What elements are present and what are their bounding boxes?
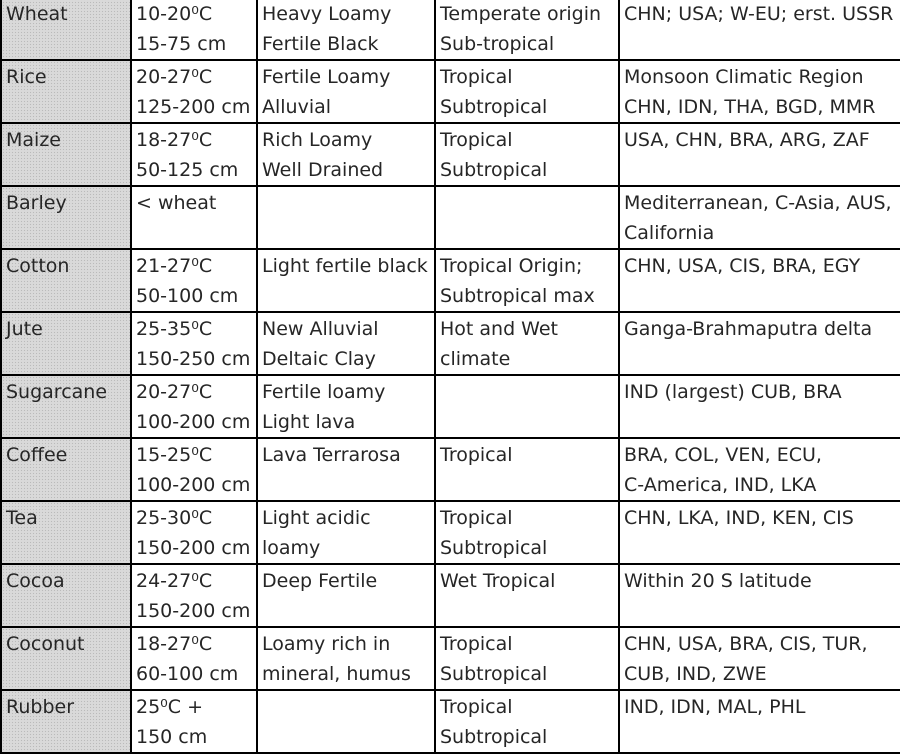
region-line: Subtropical max: [440, 284, 595, 307]
table-row: [1, 186, 900, 249]
climate-line: 150 cm: [136, 725, 208, 748]
region-cell: [435, 375, 619, 438]
climate-cell: [131, 60, 257, 123]
region-line: Temperate origin: [440, 3, 602, 25]
climate-line: 20-27⁰C: [136, 381, 213, 403]
producers-line: USA, CHN, BRA, ARG, ZAF: [624, 129, 870, 151]
table-row: [1, 627, 900, 690]
climate-line: 25-30⁰C: [136, 507, 213, 529]
producers-cell: [619, 564, 900, 627]
climate-line: 24-27⁰C: [136, 570, 213, 592]
producers-cell: [619, 690, 900, 753]
climate-line: 25⁰C +: [136, 696, 204, 718]
region-line: Tropical: [440, 507, 513, 529]
climate-cell: [131, 375, 257, 438]
soil-line: Light fertile black: [262, 255, 428, 277]
region-line: Tropical: [440, 66, 513, 88]
soil-cell: [257, 249, 435, 312]
soil-cell: [257, 312, 435, 375]
soil-line: Alluvial: [262, 95, 332, 118]
climate-line: 125-200 cm: [136, 95, 251, 118]
table-row: [1, 375, 900, 438]
table-row: [1, 690, 900, 753]
crop-name: Coconut: [6, 633, 85, 655]
region-cell: [435, 501, 619, 564]
climate-line: 150-250 cm: [136, 347, 251, 370]
climate-line: 50-100 cm: [136, 284, 239, 307]
region-cell: [435, 438, 619, 501]
soil-cell: [257, 186, 435, 249]
producers-cell: [619, 249, 900, 312]
crop-name-cell: [1, 60, 131, 123]
table-row: [1, 249, 900, 312]
soil-line: Fertile Black: [262, 32, 379, 55]
climate-cell: [131, 627, 257, 690]
soil-cell: [257, 690, 435, 753]
crop-name-cell: [1, 564, 131, 627]
crop-name-cell: [1, 186, 131, 249]
climate-cell: [131, 0, 257, 60]
crop-name-cell: [1, 312, 131, 375]
crop-name: Maize: [6, 129, 61, 151]
region-cell: [435, 186, 619, 249]
climate-line: 150-200 cm: [136, 536, 251, 559]
crop-name: Rice: [6, 66, 47, 88]
soil-line: Lava Terrarosa: [262, 444, 401, 466]
climate-line: 20-27⁰C: [136, 66, 213, 88]
climate-line: 100-200 cm: [136, 410, 251, 433]
region-cell: [435, 627, 619, 690]
producers-cell: [619, 0, 900, 60]
soil-cell: [257, 123, 435, 186]
producers-line: CHN, IDN, THA, BGD, MMR: [624, 95, 876, 118]
producers-line: California: [624, 221, 715, 244]
crop-name: Sugarcane: [6, 381, 108, 403]
producers-line: BRA, COL, VEN, ECU,: [624, 444, 822, 466]
region-line: Subtropical: [440, 725, 548, 748]
climate-cell: [131, 690, 257, 753]
crop-name-cell: [1, 690, 131, 753]
soil-line: Rich Loamy: [262, 129, 373, 151]
region-cell: [435, 690, 619, 753]
soil-line: Deltaic Clay: [262, 347, 376, 370]
climate-line: 10-20⁰C: [136, 3, 213, 25]
crop-name: Barley: [6, 192, 67, 214]
soil-line: Fertile Loamy: [262, 66, 391, 88]
producers-cell: [619, 312, 900, 375]
climate-line: 50-125 cm: [136, 158, 239, 181]
soil-line: New Alluvial: [262, 318, 379, 340]
climate-line: < wheat: [136, 192, 217, 214]
soil-line: loamy: [262, 536, 321, 559]
table-row: [1, 564, 900, 627]
crop-name-cell: [1, 123, 131, 186]
region-line: Wet Tropical: [440, 570, 556, 592]
climate-line: 15-25⁰C: [136, 444, 213, 466]
producers-line: CHN, USA, CIS, BRA, EGY: [624, 255, 861, 277]
table-row: [1, 123, 900, 186]
crop-name: Tea: [6, 507, 38, 529]
soil-line: Light lava: [262, 410, 356, 433]
soil-line: Fertile loamy: [262, 381, 386, 403]
producers-line: C-America, IND, LKA: [624, 473, 817, 496]
climate-line: 18-27⁰C: [136, 129, 213, 151]
region-cell: [435, 60, 619, 123]
soil-line: Loamy rich in: [262, 633, 391, 655]
crop-name: Wheat: [6, 3, 68, 25]
producers-cell: [619, 375, 900, 438]
crop-name-cell: [1, 501, 131, 564]
crop-name: Rubber: [6, 696, 75, 718]
region-line: Tropical: [440, 633, 513, 655]
table-row: [1, 438, 900, 501]
producers-line: Mediterranean, C-Asia, AUS,: [624, 192, 892, 214]
climate-line: 100-200 cm: [136, 473, 251, 496]
soil-cell: [257, 438, 435, 501]
crop-name: Coffee: [6, 444, 68, 466]
climate-line: 25-35⁰C: [136, 318, 213, 340]
region-line: Subtropical: [440, 95, 548, 118]
crop-name-cell: [1, 627, 131, 690]
crop-name: Jute: [6, 318, 43, 340]
producers-line: Monsoon Climatic Region: [624, 66, 864, 88]
producers-line: CHN, USA, BRA, CIS, TUR,: [624, 633, 868, 655]
producers-line: CUB, IND, ZWE: [624, 662, 767, 685]
table-row: [1, 0, 900, 60]
climate-cell: [131, 501, 257, 564]
climate-line: 150-200 cm: [136, 599, 251, 622]
soil-cell: [257, 627, 435, 690]
producers-line: Within 20 S latitude: [624, 570, 812, 592]
climate-line: 60-100 cm: [136, 662, 239, 685]
region-cell: [435, 564, 619, 627]
crop-name: Cocoa: [6, 570, 65, 592]
soil-cell: [257, 501, 435, 564]
soil-cell: [257, 564, 435, 627]
producers-cell: [619, 60, 900, 123]
climate-cell: [131, 564, 257, 627]
producers-cell: [619, 501, 900, 564]
table-row: [1, 60, 900, 123]
producers-line: IND (largest) CUB, BRA: [624, 381, 842, 403]
region-line: Tropical Origin;: [440, 255, 583, 277]
soil-cell: [257, 375, 435, 438]
producers-cell: [619, 123, 900, 186]
region-line: Tropical: [440, 444, 513, 466]
climate-cell: [131, 312, 257, 375]
producers-cell: [619, 438, 900, 501]
region-line: Subtropical: [440, 662, 548, 685]
region-line: Subtropical: [440, 158, 548, 181]
soil-cell: [257, 60, 435, 123]
soil-line: Deep Fertile: [262, 570, 378, 592]
table-row: [1, 312, 900, 375]
producers-cell: [619, 627, 900, 690]
crop-name-cell: [1, 438, 131, 501]
climate-cell: [131, 186, 257, 249]
crop-name-cell: [1, 249, 131, 312]
region-cell: [435, 249, 619, 312]
climate-line: 18-27⁰C: [136, 633, 213, 655]
climate-cell: [131, 249, 257, 312]
region-line: climate: [440, 347, 511, 370]
soil-line: Heavy Loamy: [262, 3, 392, 25]
crop-name: Cotton: [6, 255, 70, 277]
region-line: Subtropical: [440, 536, 548, 559]
producers-cell: [619, 186, 900, 249]
climate-cell: [131, 438, 257, 501]
region-cell: [435, 0, 619, 60]
soil-line: Light acidic: [262, 507, 371, 529]
soil-cell: [257, 0, 435, 60]
producers-line: IND, IDN, MAL, PHL: [624, 696, 806, 718]
region-line: Tropical: [440, 696, 513, 718]
table-row: [1, 501, 900, 564]
climate-line: 15-75 cm: [136, 32, 227, 55]
crop-name-cell: [1, 0, 131, 60]
climate-line: 21-27⁰C: [136, 255, 213, 277]
region-line: Hot and Wet: [440, 318, 558, 340]
producers-line: CHN, LKA, IND, KEN, CIS: [624, 507, 854, 529]
region-line: Sub-tropical: [440, 32, 555, 55]
crop-name-cell: [1, 375, 131, 438]
soil-line: mineral, humus: [262, 662, 411, 685]
producers-line: CHN; USA; W-EU; erst. USSR: [624, 3, 894, 25]
crop-table-body: [1, 0, 900, 753]
climate-cell: [131, 123, 257, 186]
region-cell: [435, 312, 619, 375]
soil-line: Well Drained: [262, 158, 384, 181]
producers-line: Ganga-Brahmaputra delta: [624, 318, 873, 340]
region-cell: [435, 123, 619, 186]
region-line: Tropical: [440, 129, 513, 151]
